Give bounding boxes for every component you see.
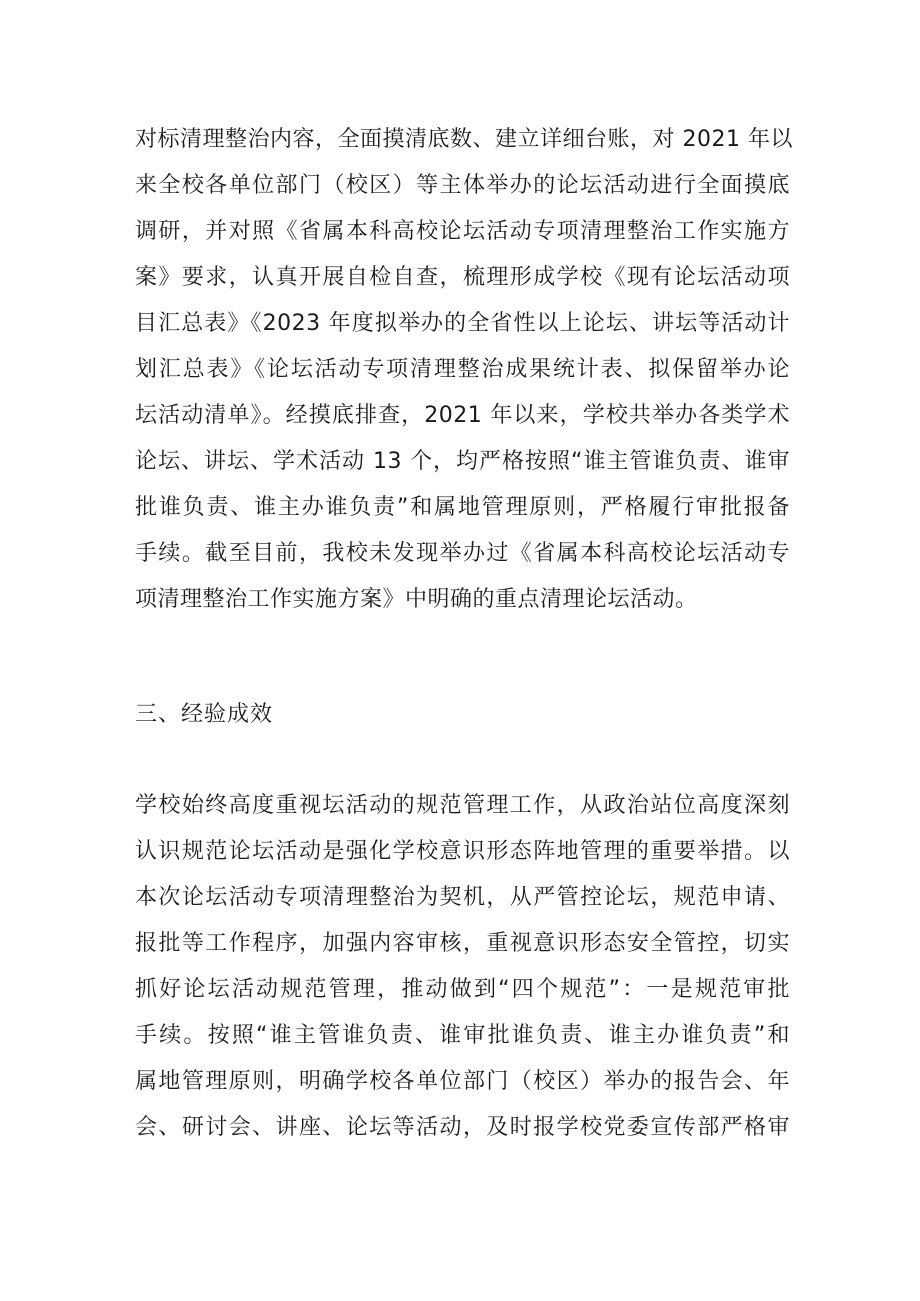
section-heading: 三、经验成效 [135,702,274,727]
paragraph-2 [135,783,790,1151]
paragraph-line: 来全校各单位部门（校区）等主体举办的论坛活动进行全面摸底 [135,173,790,198]
paragraph-line: 坛活动清单》。经摸底排查，2021 年以来，学校共举办各类学术 [135,403,790,428]
paragraph-line: 报批等工作程序，加强内容审核，重视意识形态安全管控，切实 [135,931,790,956]
paragraph-line: 案》要求，认真开展自检自查，梳理形成学校《现有论坛活动项 [135,265,790,290]
paragraph-line: 项清理整治工作实施方案》中明确的重点清理论坛活动。 [135,587,698,612]
paragraph-line: 划汇总表》《论坛活动专项清理整治成果统计表、拟保留举办论 [135,357,790,382]
paragraph-line: 学校始终高度重视坛活动的规范管理工作，从政治站位高度深刻 [135,793,790,818]
paragraph-line: 手续。截至目前，我校未发现举办过《省属本科高校论坛活动专 [135,541,790,566]
paragraph-line: 抓好论坛活动规范管理，推动做到“四个规范”：一是规范审批 [135,977,790,1002]
paragraph-line: 对标清理整治内容，全面摸清底数、建立详细台账，对 2021 年以 [135,127,793,152]
paragraph-line: 调研，并对照《省属本科高校论坛活动专项清理整治工作实施方 [135,219,790,244]
paragraph-line: 手续。按照“谁主管谁负责、谁审批谁负责、谁主办谁负责”和 [135,1023,790,1048]
paragraph-line: 属地管理原则，明确学校各单位部门（校区）举办的报告会、年 [135,1069,790,1094]
paragraph-line: 会、研讨会、讲座、论坛等活动，及时报学校党委宣传部严格审 [135,1115,790,1140]
paragraph-line: 认识规范论坛活动是强化学校意识形态阵地管理的重要举措。以 [135,839,790,864]
paragraph-line: 本次论坛活动专项清理整治为契机，从严管控论坛，规范申请、 [135,885,790,910]
paragraph-line: 目汇总表》《2023 年度拟举办的全省性以上论坛、讲坛等活动计 [135,311,790,336]
paragraph-line: 论坛、讲坛、学术活动 13 个，均严格按照“谁主管谁负责、谁审 [135,449,790,474]
paragraph-line: 批谁负责、谁主办谁负责”和属地管理原则，严格履行审批报备 [135,495,790,520]
paragraph-1 [135,117,793,623]
